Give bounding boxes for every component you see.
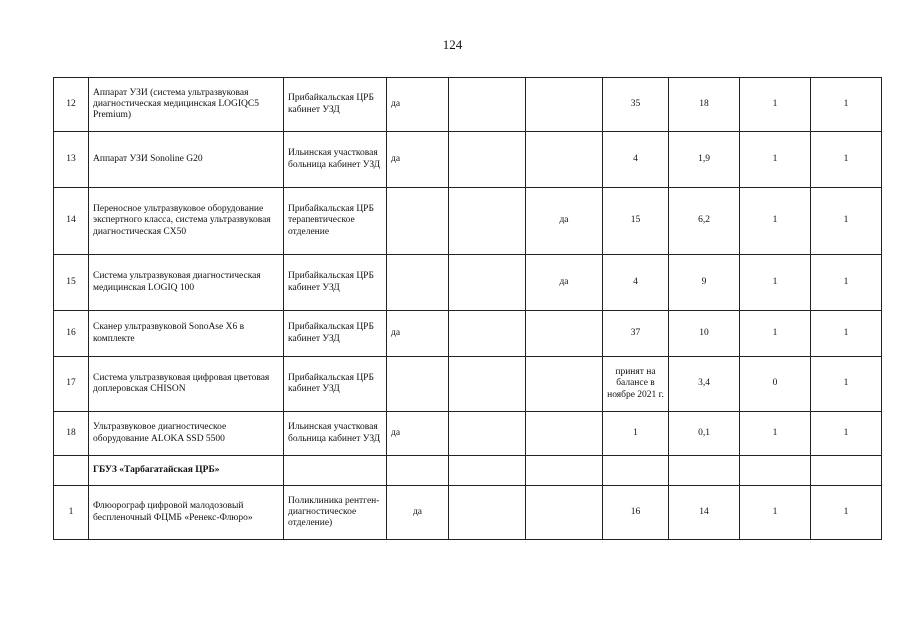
section-empty-cell	[449, 456, 526, 486]
cell-col5	[449, 486, 526, 540]
cell-col8: 10	[669, 311, 740, 357]
cell-col5	[449, 357, 526, 412]
cell-col6	[526, 311, 603, 357]
cell-col4: да	[387, 412, 449, 456]
table-row	[54, 412, 882, 456]
row-number: 1	[54, 486, 89, 540]
table-row	[54, 311, 882, 357]
cell-col7: принят на балансе в ноябре 2021 г.	[603, 357, 669, 412]
cell-col5	[449, 311, 526, 357]
section-empty-cell	[603, 456, 669, 486]
section-empty-cell	[54, 456, 89, 486]
row-number: 14	[54, 188, 89, 255]
row-number: 16	[54, 311, 89, 357]
row-number: 17	[54, 357, 89, 412]
table-row	[54, 357, 882, 412]
equipment-name: Флюорограф цифровой малодозовый беспленочный ФЦМБ «Ренекс-Флюро»	[89, 486, 284, 540]
cell-col6: да	[526, 188, 603, 255]
row-number: 13	[54, 132, 89, 188]
cell-col7: 1	[603, 412, 669, 456]
cell-col9: 1	[740, 412, 811, 456]
cell-col10: 1	[811, 132, 882, 188]
cell-col6	[526, 132, 603, 188]
cell-col10: 1	[811, 486, 882, 540]
cell-col4	[387, 255, 449, 311]
cell-col7: 15	[603, 188, 669, 255]
row-number: 18	[54, 412, 89, 456]
cell-col4: да	[387, 78, 449, 132]
cell-col9: 1	[740, 255, 811, 311]
cell-col9: 1	[740, 188, 811, 255]
section-empty-cell	[284, 456, 387, 486]
cell-col7: 16	[603, 486, 669, 540]
cell-col4: да	[387, 311, 449, 357]
cell-col9: 0	[740, 357, 811, 412]
location: Прибайкальская ЦРБ кабинет УЗД	[284, 255, 387, 311]
equipment-table	[53, 77, 882, 540]
cell-col6: да	[526, 255, 603, 311]
location: Ильинская участковая больница кабинет УЗД	[284, 412, 387, 456]
cell-col8: 18	[669, 78, 740, 132]
equipment-name: Аппарат УЗИ Sonoline G20	[89, 132, 284, 188]
cell-col7: 37	[603, 311, 669, 357]
equipment-name: Ультразвуковое диагностическое оборудование ALOKA SSD 5500	[89, 412, 284, 456]
cell-col4: да	[387, 486, 449, 540]
location: Прибайкальская ЦРБ терапевтическое отделение	[284, 188, 387, 255]
cell-col10: 1	[811, 412, 882, 456]
section-title: ГБУЗ «Тарбагатайская ЦРБ»	[89, 456, 284, 486]
cell-col6	[526, 78, 603, 132]
cell-col6	[526, 486, 603, 540]
section-empty-cell	[740, 456, 811, 486]
cell-col9: 1	[740, 132, 811, 188]
section-empty-cell	[811, 456, 882, 486]
page-number: 124	[442, 37, 463, 52]
cell-col4: да	[387, 132, 449, 188]
cell-col6	[526, 357, 603, 412]
section-empty-cell	[387, 456, 449, 486]
cell-col8: 1,9	[669, 132, 740, 188]
cell-col10: 1	[811, 357, 882, 412]
row-number: 12	[54, 78, 89, 132]
section-header-row	[54, 456, 882, 486]
location: Прибайкальская ЦРБ кабинет УЗД	[284, 78, 387, 132]
location: Ильинская участковая больница кабинет УЗД	[284, 132, 387, 188]
cell-col9: 1	[740, 78, 811, 132]
cell-col4	[387, 357, 449, 412]
table-row	[54, 255, 882, 311]
cell-col5	[449, 255, 526, 311]
cell-col7: 4	[603, 132, 669, 188]
location: Поликлиника рентген-диагностическое отделение)	[284, 486, 387, 540]
cell-col7: 35	[603, 78, 669, 132]
cell-col5	[449, 132, 526, 188]
table-row	[54, 78, 882, 132]
cell-col8: 9	[669, 255, 740, 311]
cell-col8: 3,4	[669, 357, 740, 412]
cell-col8: 14	[669, 486, 740, 540]
table-row	[54, 486, 882, 540]
cell-col5	[449, 78, 526, 132]
row-number: 15	[54, 255, 89, 311]
cell-col7: 4	[603, 255, 669, 311]
cell-col8: 6,2	[669, 188, 740, 255]
cell-col9: 1	[740, 311, 811, 357]
equipment-name: Переносное ультразвуковое оборудование экспертного класса, система ультразвуковая диагностическая CX50	[89, 188, 284, 255]
table-row	[54, 132, 882, 188]
cell-col4	[387, 188, 449, 255]
equipment-name: Сканер ультразвуковой SonoAse X6 в комплекте	[89, 311, 284, 357]
equipment-name: Аппарат УЗИ (система ультразвуковая диагностическая медицинская LOGIQC5 Premium)	[89, 78, 284, 132]
cell-col10: 1	[811, 78, 882, 132]
cell-col10: 1	[811, 311, 882, 357]
equipment-name: Система ультразвуковая цифровая цветовая доплеровская CHISON	[89, 357, 284, 412]
cell-col5	[449, 188, 526, 255]
cell-col8: 0,1	[669, 412, 740, 456]
cell-col6	[526, 412, 603, 456]
cell-col5	[449, 412, 526, 456]
cell-col9: 1	[740, 486, 811, 540]
location: Прибайкальская ЦРБ кабинет УЗД	[284, 311, 387, 357]
section-empty-cell	[526, 456, 603, 486]
cell-col10: 1	[811, 188, 882, 255]
table-row	[54, 188, 882, 255]
cell-col10: 1	[811, 255, 882, 311]
equipment-name: Система ультразвуковая диагностическая медицинская LOGIQ 100	[89, 255, 284, 311]
section-empty-cell	[669, 456, 740, 486]
location: Прибайкальская ЦРБ кабинет УЗД	[284, 357, 387, 412]
